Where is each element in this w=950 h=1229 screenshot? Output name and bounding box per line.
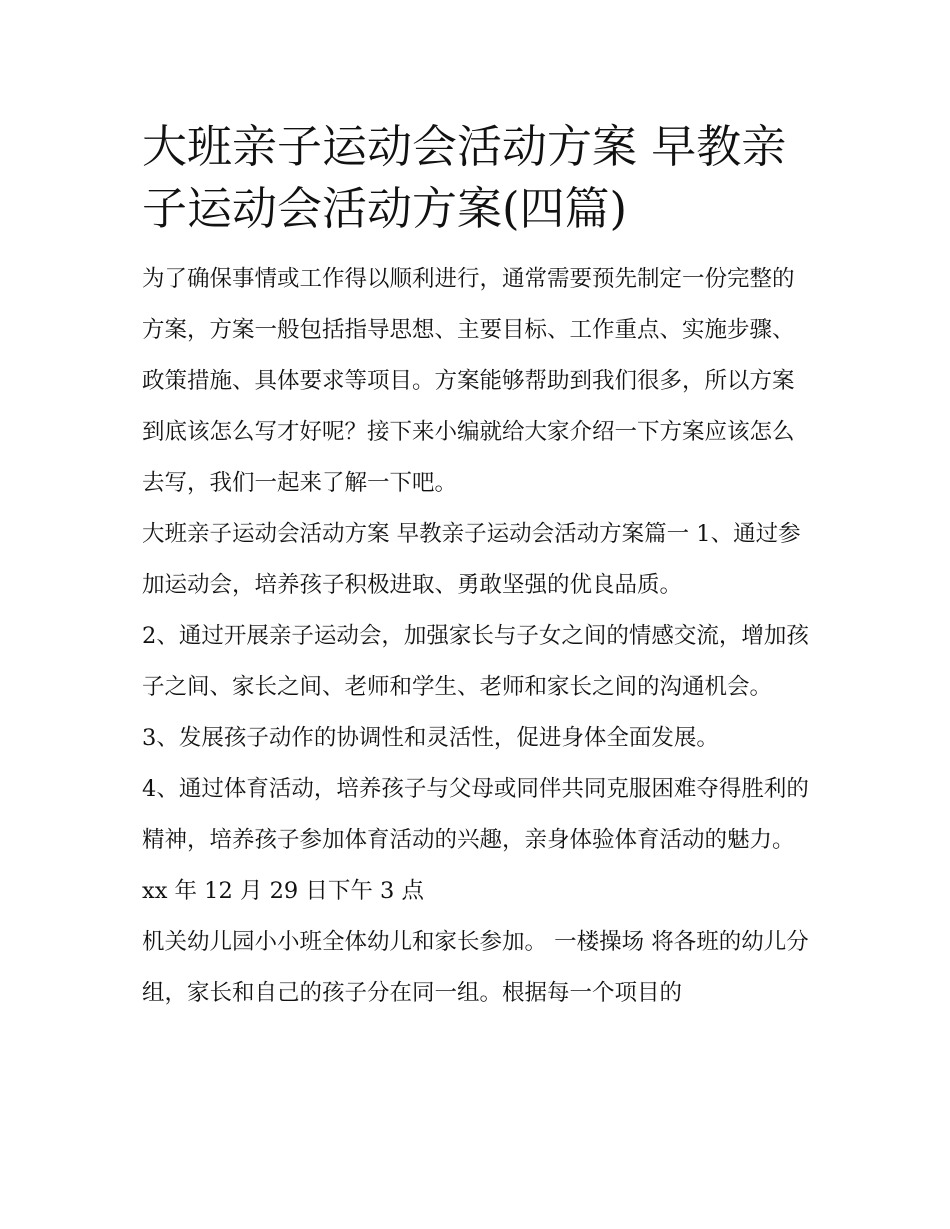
paragraph-intro: 为了确保事情或工作得以顺利进行，通常需要预先制定一份完整的方案，方案一般包括指导思想、主要目标、工作重点、实施步骤、政策措施、具体要求等项目。方案能够帮助到我们很多，所以方案到底该怎么写才好呢？接下来小编就给大家介绍一下方案应该怎么去写，我们一起来了解一下吧。 (142, 266, 795, 496)
paragraph-goal-2: 2、通过开展亲子运动会，加强家长与子女之间的情感交流，增加孩子之间、家长之间、老师和学生、老师和家长之间的沟通机会。 (142, 623, 809, 700)
paragraph-goal-1: 大班亲子运动会活动方案 早教亲子运动会活动方案篇一 1、通过参加运动会，培养孩子积极进取、勇敢坚强的优良品质。 (142, 521, 801, 598)
paragraph-goal-4: 4、通过体育活动，培养孩子与父母或同伴共同克服困难夺得胜利的精神，培养孩子参加体育活动的兴趣，亲身体验体育活动的魅力。 xx 年 12 月 29 日下午 3 点 (142, 776, 809, 904)
paragraph-participants: 机关幼儿园小小班全体幼儿和家长参加。 一楼操场 将各班的幼儿分组，家长和自己的孩子分在同一组。根据每一个项目的 (142, 929, 809, 1006)
document-content (142, 116, 814, 1019)
paragraph-goal-3: 3、发展孩子动作的协调性和灵活性，促进身体全面发展。 (142, 725, 719, 751)
document-title: 大班亲子运动会活动方案 早教亲子运动会活动方案(四篇) (142, 120, 787, 235)
